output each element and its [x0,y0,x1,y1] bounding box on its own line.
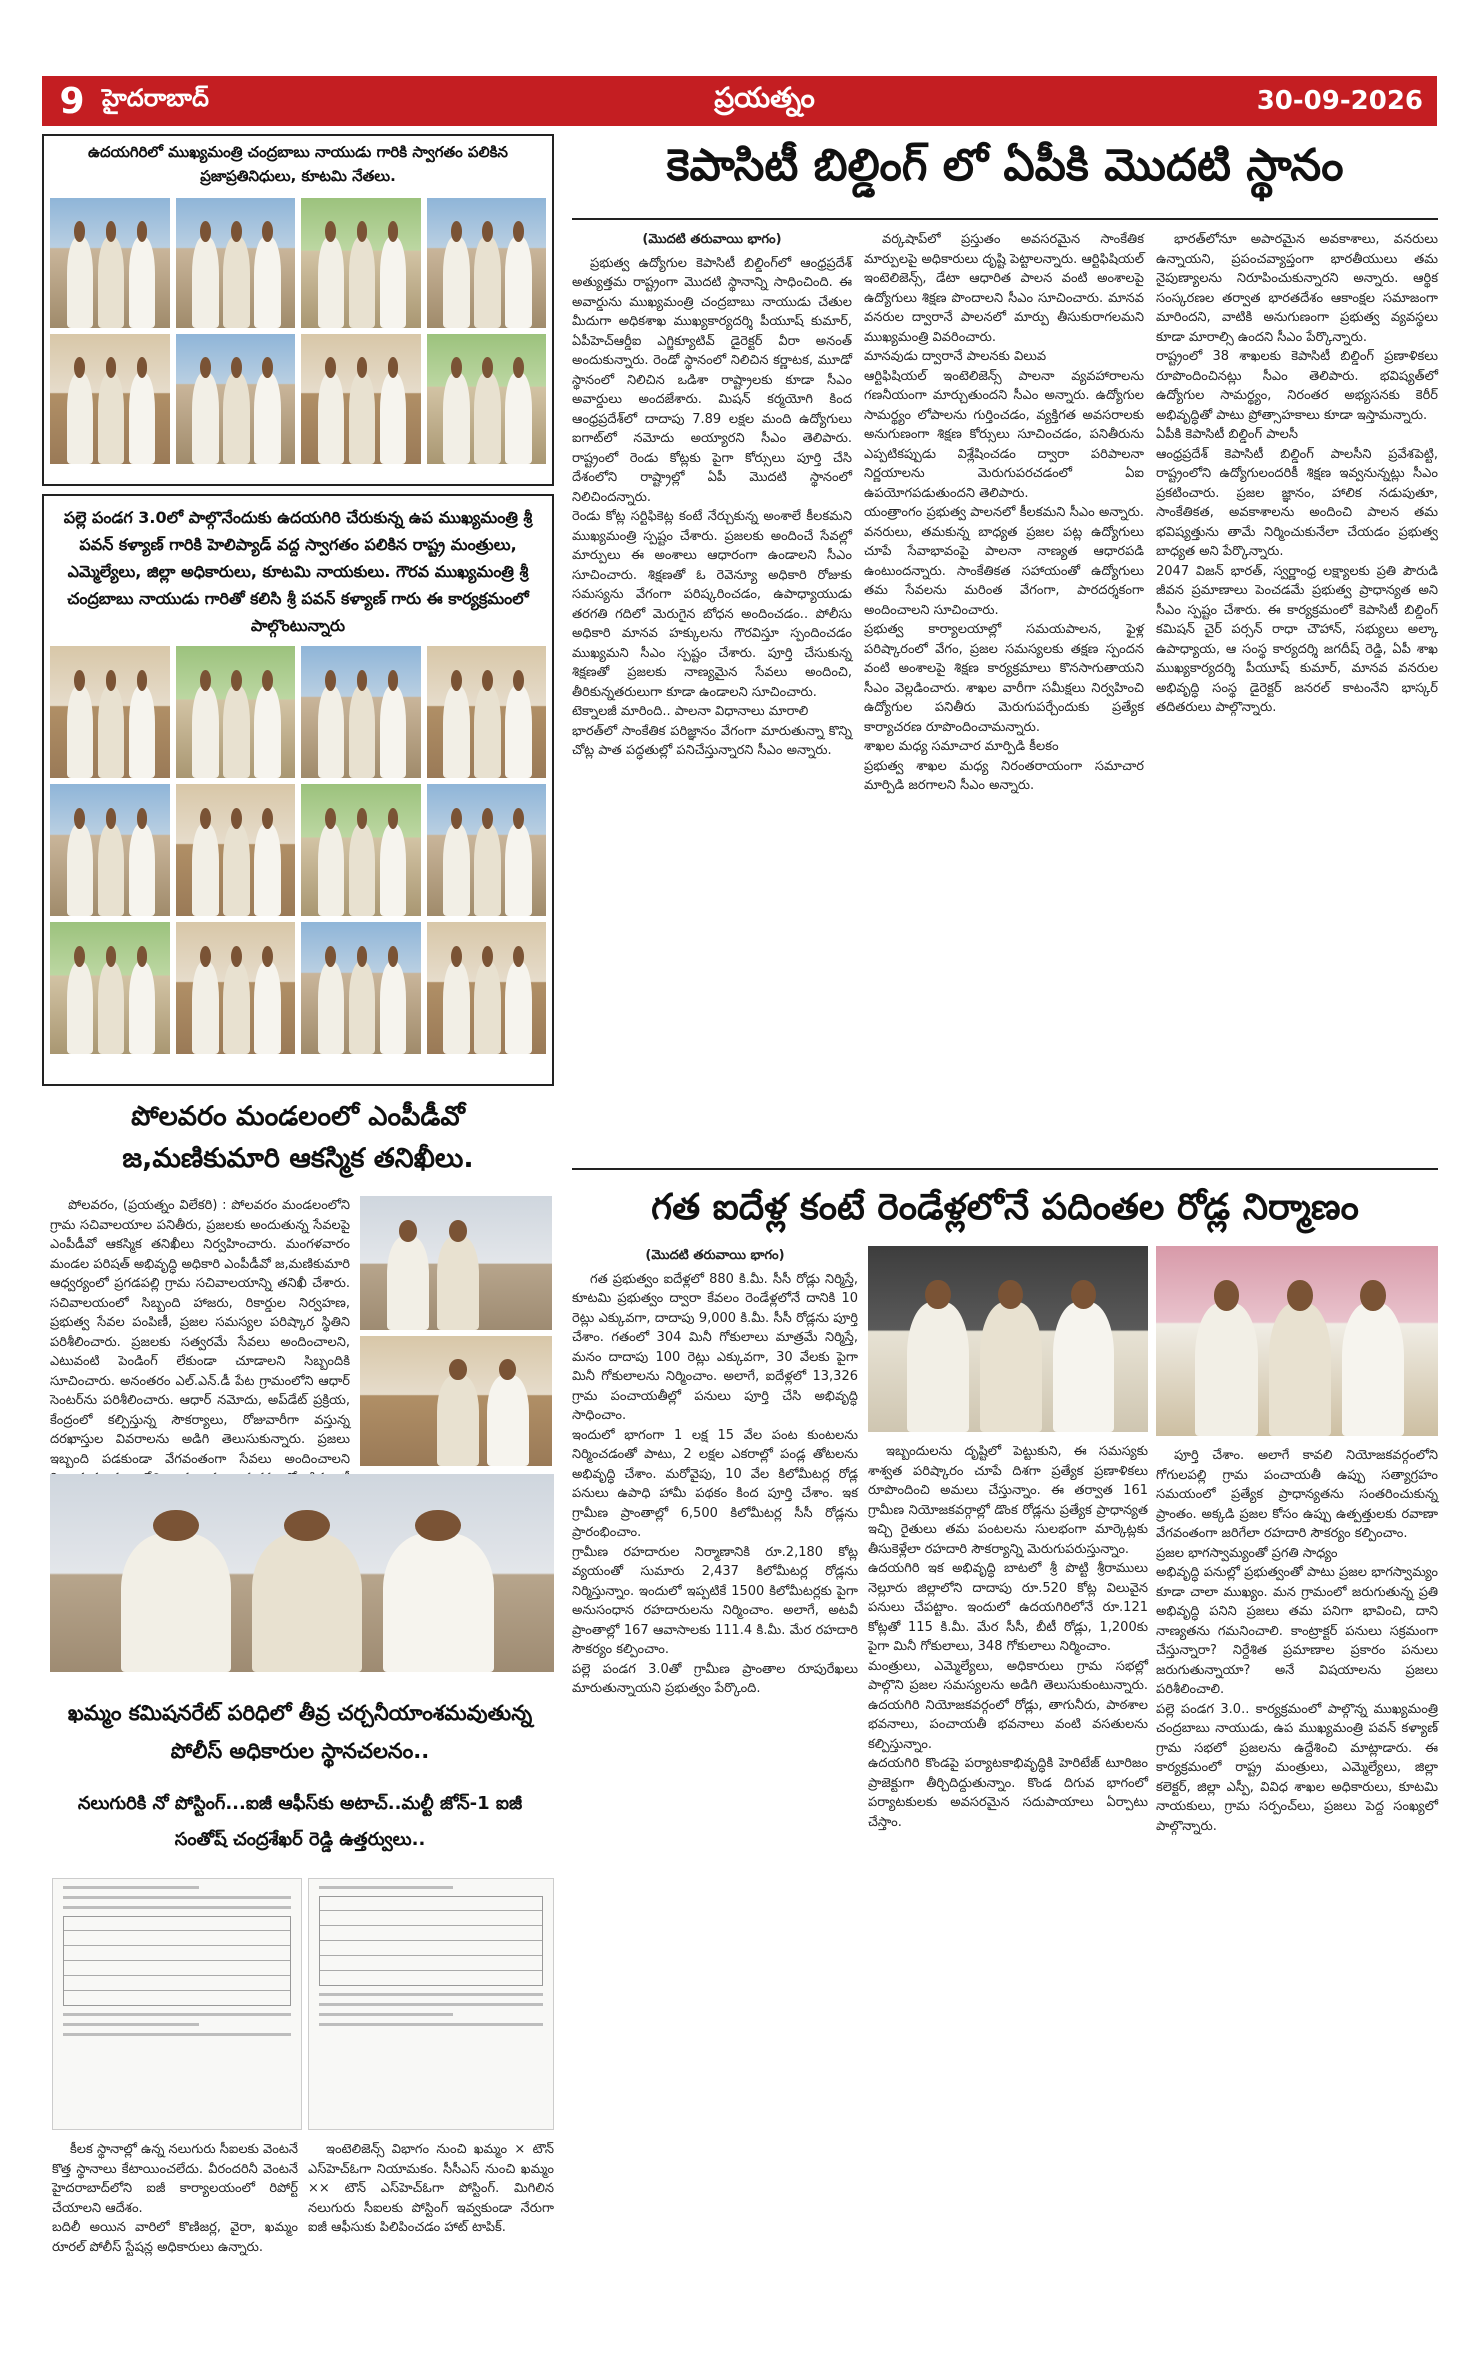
photo [427,784,547,916]
photo-caption: ఉదయగిరిలో ముఖ్యమంత్రి చంద్రబాబు నాయుడు గారికి స్వాగతం పలికిన ప్రజాప్రతినిధులు, కూటమి నేతలు. [88,143,508,185]
photo [50,784,170,916]
photo [50,198,170,328]
khammam-subhead: నలుగురికి నో పోస్టింగ్...ఐజీ ఆఫీస్‌కు అటాచ్..మల్టీ జోన్-1 ఐజీ సంతోష్ చంద్రశేఖర్ రెడ్డి ఉత్తర్వులు.. [77,1793,523,1850]
dateline: (మొదటి తరువాయి భాగం) [642,232,782,247]
photo [176,646,296,778]
photo-plaque-inauguration [868,1246,1148,1432]
photo-mpdo-inspection-2 [360,1336,552,1466]
photo-box-cm-welcome [42,134,554,486]
roads-col2 [868,1442,1148,2316]
photo-leaders-stage [1156,1246,1438,1436]
photo-box-pawan-kalyan [42,494,554,1086]
roads-headline: గత ఐదేళ్ల కంటే రెండేళ్లలోనే పదింతల రోడ్ల నిర్మాణం [651,1187,1359,1228]
polavaram-body [50,1196,350,1466]
photo [427,198,547,328]
article-paragraph: ఇబ్బందులను దృష్టిలో పెట్టుకుని, ఈ సమస్యకు శాశ్వత పరిష్కారం చూపే దిశగా ప్రత్యేక ప్రణాళికలు రూపొందించి అమలు చేస్తున్నాం. ఈ తర్వాత 161 గ్రామీణ నియోజకవర్గాల్లో డొంక రోడ్లను ప్రత్యేక ప్రాధాన్యత ఇచ్చి రైతులు తమ పంటలను సులభంగా మార్కెట్లకు తీసుకెళ్లేలా రహదారి సౌకర్యాన్ని మెరుగుపరుస్తున్నాం. ఉదయగిరి ఇక అభివృద్ధి బాటలో శ్రీ పొట్టి శ్రీరాములు నెల్లూరు జిల్లాలోని దాదాపు రూ.520 కోట్ల విలువైన పనులు చేపట్టాం. ఇందులో ఉదయగిరిలోనే రూ.121 కోట్లతో 115 కి.మీ. మేర సీసీ, బీటీ రోడ్లు, 1,200కు పైగా మినీ గోకులాలు, 348 గోకులాలు నిర్మించాం. మంత్రులు, ఎమ్మెల్యేలు, అధికారులు గ్రామ సభల్లో పాల్గొని ప్రజల సమస్యలను అడిగి తెలుసుకుంటున్నారు. ఉదయగిరి నియోజకవర్గంలో రోడ్లు, తాగునీరు, పాఠశాల భవనాలు, పంచాయతీ భవనాలు వంటి వసతులను కల్పిస్తున్నాం. ఉదయగిరి కొండపై పర్యాటకాభివృద్ధికి హెరిటేజ్ టూరిజం ప్రాజెక్టుగా తీర్చిదిద్దుతున్నాం. కొండ దిగువ భాగంలో పర్యాటకులకు అవసరమైన సదుపాయాలు ఏర్పాటు చేస్తాం. [868,1444,1148,1830]
roads-col1 [572,1246,858,2316]
photo [301,198,421,328]
photo-caption: పల్లె పండగ 3.0లో పాల్గొనేందుకు ఉదయగిరి చేరుకున్న ఉప ముఖ్యమంత్రి శ్రీ పవన్ కళ్యాణ్ గారికి హెలిప్యాడ్ వద్ద స్వాగతం పలికిన రాష్ట్ర మంత్రులు, ఎమ్మెల్యేలు, జిల్లా అధికారులు, కూటమి నాయకులు. గౌరవ ముఖ్యమంత్రి శ్రీ చంద్రబాబు నాయుడు గారితో కలిసి శ్రీ పవన్ కళ్యాణ్ గారు ఈ కార్యక్రమంలో పాల్గొంటున్నారు [63,508,533,635]
page-number: 9 [59,80,85,122]
photo [427,922,547,1054]
dateline: (మొదటి తరువాయి భాగం) [645,1248,785,1263]
photo [176,784,296,916]
photo [50,646,170,778]
photo [176,334,296,464]
khammam-headline: ఖమ్మం కమిషనరేట్ పరిధిలో తీవ్ర చర్చనీయాంశమవుతున్న పోలీస్ అధికారుల స్థానచలనం.. [67,1701,533,1763]
divider [572,218,1438,220]
capacity-building-col2 [864,230,1144,1160]
khammam-paragraph: కీలక స్థానాల్లో ఉన్న నలుగురు సీఐలకు వెంటనే కొత్త స్థానాలు కేటాయించలేదు. వీరందరినీ వెంటనే హైదరాబాద్‌లోని ఐజీ కార్యాలయంలో రిపోర్ట్ చేయాలని ఆదేశం. బదిలీ అయిన వారిలో కొణిజర్ల, వైరా, ఖమ్మం రూరల్ పోలీస్ స్టేషన్ల అధికారులు ఉన్నారు. [52,2142,298,2255]
transfer-order-document-2 [308,1878,554,2130]
photo [301,646,421,778]
capacity-building-col3 [1156,230,1438,1160]
article-paragraph: గత ప్రభుత్వం ఐదేళ్లలో 880 కి.మీ. సీసీ రోడ్లు నిర్మిస్తే, కూటమి ప్రభుత్వం ద్వారా కేవలం రెండేళ్లలోనే దానికి 10 రెట్లు ఎక్కువగా, దాదాపు 9,000 కి.మీ. సీసీ రోడ్లను పూర్తి చేశాం. గతంలో 304 మినీ గోకులాలు మాత్రమే నిర్మిస్తే, మనం దాదాపు 100 రెట్లు ఎక్కువగా, 30 వేలకు పైగా మినీ గోకులాలను నిర్మించాం. అలాగే, ఐదేళ్లలో 13,326 గ్రామ పంచాయతీల్లో పనులు పూర్తి చేసి అభివృద్ధి సాధించాం. ఇందులో భాగంగా 1 లక్ష 15 వేల పంట కుంటలను నిర్మించడంతో పాటు, 2 లక్షల ఎకరాల్లో పండ్ల తోటలను అభివృద్ధి చేశాం. మరోవైపు, 10 వేల కిలోమీటర్ల రోడ్ల పనులు ఉపాధి హామీ పథకం కింద పూర్తి చేశాం. ఇక గ్రామీణ ప్రాంతాల్లో 6,500 కిలోమీటర్ల సీసీ రోడ్లను ప్రారంభించాం. గ్రామీణ రహదారుల నిర్మాణానికి రూ.2,180 కోట్ల వ్యయంతో సుమారు 2,437 కిలోమీటర్ల రోడ్లను నిర్మిస్తున్నాం. ఇందులో ఇప్పటికే 1500 కిలోమీటర్లకు పైగా అనుసంధాన రహదారులను నిర్మించాం. అలాగే, అటవీ ప్రాంతాల్లో 167 ఆవాసాలకు 111.4 కి.మీ. మేర రహదారి సౌకర్యం కల్పించాం. పల్లె పండగ 3.0తో గ్రామీణ ప్రాంతాల రూపురేఖలు మారుతున్నాయని ప్రభుత్వం పేర్కొంది. [572,1271,858,1696]
city-name: హైదరాబాద్ [102,84,209,112]
divider [572,1168,1438,1170]
issue-date: 30-09-2026 [1256,86,1423,116]
article-paragraph: పూర్తి చేశాం. అలాగే కావలి నియోజకవర్గంలోని గోగులపల్లి గ్రామ పంచాయతీ ఉప్పు సత్యాగ్రహం సమయంలో ప్రత్యేక ప్రాధాన్యతను సంతరించుకున్న ప్రాంతం. అక్కడి ప్రజల కోసం ఉప్పు ఉత్పత్తులకు రవాణా వేగవంతంగా జరిగేలా రహదారి సౌకర్యం కల్పించాం. ప్రజల భాగస్వామ్యంతో ప్రగతి సాధ్యం అభివృద్ధి పనుల్లో ప్రభుత్వంతో పాటు ప్రజల భాగస్వామ్యం కూడా చాలా ముఖ్యం. మన గ్రామంలో జరుగుతున్న ప్రతి అభివృద్ధి పనిని ప్రజలు తమ పనిగా భావించి, దాని నాణ్యతను గమనించాలి. కాంట్రాక్టర్ పనులు సక్రమంగా చేస్తున్నారా? నిర్దేశిత ప్రమాణాల ప్రకారం పనులు జరుగుతున్నాయా? అనే విషయాలను ప్రజలు పరిశీలించాలి. పల్లె పండగ 3.0.. కార్యక్రమంలో పాల్గొన్న ముఖ్యమంత్రి చంద్రబాబు నాయుడు, ఉప ముఖ్యమంత్రి పవన్ కళ్యాణ్ గ్రామ సభలో ప్రజలను ఉద్దేశించి మాట్లాడారు. ఈ కార్యక్రమంలో రాష్ట్ర మంత్రులు, ఎమ్మెల్యేలు, జిల్లా కలెక్టర్, జిల్లా ఎస్పీ, వివిధ శాఖల అధికారులు, కూటమి నాయకులు, గ్రామ సర్పంచ్‌లు, ప్రజలు పెద్ద సంఖ్యలో పాల్గొన్నారు. [1156,1448,1438,1834]
polavaram-paragraph: పోలవరం, (ప్రయత్నం విలేకరి) : పోలవరం మండలంలోని గ్రామ సచివాలయాల పనితీరు, ప్రజలకు అందుతున్న సేవలపై ఎంపీడీవో ఆకస్మిక తనిఖీలు నిర్వహించారు. మంగళవారం మండల పరిషత్ అభివృద్ధి అధికారి ఎంపీడీవో జ,మణికుమారి ఆధ్వర్యంలో ప్రగడపల్లి గ్రామ సచివాలయాన్ని తనిఖీ చేశారు. సచివాలయంలో సిబ్బంది హాజరు, రికార్డుల నిర్వహణ, ప్రభుత్వ సేవల పంపిణీ, ప్రజల సమస్యల పరిష్కార స్థితిని పరిశీలించారు. ప్రజలకు సత్వరమే సేవలు అందించాలని, ఎటువంటి పెండింగ్ లేకుండా చూడాలని సిబ్బందికి సూచించారు. అనంతరం ఎల్.ఎన్.డీ పేట గ్రామంలోని ఆధార్ సెంటర్‌ను పరిశీలించారు. ఆధార్ నమోదు, అప్‌డేట్ ప్రక్రియ, కేంద్రంలో కల్పిస్తున్న సౌకర్యాలు, రోజువారీగా వస్తున్న దరఖాస్తుల వివరాలను అడిగి తెలుసుకున్నారు. ప్రజలు ఇబ్బంది పడకుండా వేగవంతంగా సేవలు అందించాలని [50,1198,350,1467]
capacity-building-col1 [572,230,852,1160]
photo [50,922,170,1054]
photo [427,334,547,464]
photo-aadhaar-center [50,1474,554,1672]
khammam-body-col2 [308,2140,554,2310]
roads-col3 [1156,1446,1438,2316]
photo [427,646,547,778]
polavaram-headline: పోలవరం మండలంలో ఎంపీడీవో జ,మణికుమారి ఆకస్మిక తనిఖీలు. [122,1101,474,1174]
photo-mpdo-inspection-1 [360,1196,552,1330]
transfer-order-document-1 [52,1878,302,2130]
photo [176,198,296,328]
photo [301,334,421,464]
photo [50,334,170,464]
khammam-body-col1 [52,2140,298,2310]
newspaper-logo: ప్రయత్నం [714,81,815,114]
article-paragraph: వర్కషాప్‌లో ప్రస్తుతం అవసరమైన సాంకేతిక మార్పులపై అధికారులు దృష్టి పెట్టాలన్నారు. ఆర్టిఫిషియల్ ఇంటెలిజెన్స్, డేటా ఆధారిత పాలన వంటి అంశాలపై ఉద్యోగులు శిక్షణ పొందాలని సీఎం సూచించారు. మానవ వనరుల ద్వారానే పాలనలో మార్పు తీసుకురాగలమని ముఖ్యమంత్రి వివరించారు. మానవుడు ద్వారానే పాలనకు విలువ ఆర్టిఫిషియల్ ఇంటెలిజెన్స్ పాలనా వ్యవహారాలను గణనీయంగా మార్చుతుందని సీఎం అన్నారు. ఉద్యోగుల సామర్థ్యం లోపాలను గుర్తించడం, వ్యక్తిగత అవసరాలకు అనుగుణంగా శిక్షణ కోర్సులు సూచించడం, పనితీరును ఎప్పటికప్పుడు విశ్లేషించడం ద్వారా పరిపాలనా నిర్ణయాలను మెరుగుపరచడంలో ఏఐ ఉపయోగపడుతుందని తెలిపారు. యంత్రాంగం ప్రభుత్వ పాలనలో కీలకమని సీఎం అన్నారు. వనరులు, తమకున్న బాధ్యత ప్రజల పట్ల ఉద్యోగులు చూపే సేవాభావంపై పాలనా నాణ్యత ఆధారపడి ఉంటుందన్నారు. సాంకేతికత సహాయంతో ఉద్యోగులు తమ సేవలను మరింత వేగంగా, పారదర్శకంగా అందించాలని సూచించారు. ప్రభుత్వ కార్యాలయాల్లో సమయపాలన, ఫైళ్ల పరిష్కారంలో వేగం, ప్రజల సమస్యలకు తక్షణ స్పందన వంటి అంశాలపై శిక్షణ కార్యక్రమాలు కొనసాగుతాయని సీఎం వెల్లడించారు. శాఖల వారీగా సమీక్షలు నిర్వహించి ఉద్యోగుల పనితీరు మెరుగుపర్చేందుకు ప్రత్యేక కార్యాచరణ రూపొందించామన్నారు. శాఖల మధ్య సమాచార మార్పిడి కీలకం ప్రభుత్వ శాఖల మధ్య నిరంతరాయంగా సమాచార మార్పిడి జరగాలని సీఎం అన్నారు. [864,232,1144,793]
article-paragraph: భారత్‌లోనూ అపారమైన అవకాశాలు, వనరులు ఉన్నాయని, ప్రపంచవ్యాప్తంగా భారతీయులు తమ నైపుణ్యాలను నిరూపించుకున్నారని అన్నారు. ఆర్థిక సంస్కరణల తర్వాత భారతదేశం ఆకాంక్షల సమాజంగా మారిందని, వాటికి అనుగుణంగా ప్రభుత్వ వ్యవస్థలు కూడా మారాల్సి ఉందని సీఎం పేర్కొన్నారు. రాష్ట్రంలో 38 శాఖలకు కెపాసిటీ బిల్డింగ్ ప్రణాళికలు రూపొందించినట్లు సీఎం తెలిపారు. భవిష్యత్‌లో ఉద్యోగుల సామర్థ్యం, నిరంతర అభ్యసనకు కెరీర్ అభివృద్ధితో పాటు ప్రోత్సాహకాలు కూడా ఇస్తామన్నారు. ఏపీకి కెపాసిటీ బిల్డింగ్ పాలసీ ఆంధ్రప్రదేశ్ కెపాసిటీ బిల్డింగ్ పాలసీని ప్రవేశపెట్టి, రాష్ట్రంలోని ఉద్యోగులందరికీ శిక్షణ ఇవ్వనున్నట్లు సీఎం ప్రకటించారు. ప్రజల జ్ఞానం, హాలిక నడుపుతూ, సాంకేతికత, అవకాశాలను అందించి పాలన తమ భవిష్యత్తును తామే నిర్మించుకునేలా చేయడం ప్రభుత్వ బాధ్యత అని పేర్కొన్నారు. 2047 విజన్ భారత్, స్వర్ణాంధ్ర లక్ష్యాలకు ప్రతి పౌరుడి జీవన ప్రమాణాలు పెంచడమే ప్రభుత్వ ప్రాధాన్యత అని సీఎం స్పష్టం చేశారు. ఈ కార్యక్రమంలో కెపాసిటీ బిల్డింగ్ కమిషన్ చైర్ పర్సన్ రాధా చౌహాన్, సభ్యులు అల్కా ఉపాధ్యాయ, ఆ సంస్థ కార్యదర్శి జగదీష్ రెడ్డి, ఏపీ శాఖ ముఖ్యకార్యదర్శి పీయూష్ కుమార్, మానవ వనరుల అభివృద్ధి సంస్థ డైరెక్టర్ జనరల్ కాటంనేని భాస్కర్ తదితరులు పాల్గొన్నారు. [1156,232,1438,715]
masthead [42,76,1437,126]
khammam-paragraph: ఇంటెలిజెన్స్ విభాగం నుంచి ఖమ్మం × టౌన్ ఎస్‌హెచ్‌ఓగా నియామకం. సీసీఎస్ నుంచి ఖమ్మం ×× టౌన్ ఎస్‌హెచ్‌ఓగా పోస్టింగ్. మిగిలిన నలుగురు సీఐలకు పోస్టింగ్ ఇవ్వకుండా నేరుగా ఐజీ ఆఫీసుకు పిలిపించడం హాట్ టాపిక్. [308,2142,554,2235]
article-paragraph: ప్రభుత్వ ఉద్యోగుల కెపాసిటీ బిల్డింగ్‌లో ఆంధ్రప్రదేశ్ అత్యుత్తమ రాష్ట్రంగా మొదటి స్థానాన్ని సాధించింది. ఈ అవార్డును ముఖ్యమంత్రి చంద్రబాబు నాయుడు చేతుల మీదుగా అధికశాఖ ముఖ్యకార్యదర్శి పీయూష్ కుమార్, ఏపీహెచ్ఆర్డీఐ ఎగ్జిక్యూటివ్ డైరెక్టర్ వీరా అనంత్ అందుకున్నారు. రెండో స్థానంలో నిలిచిన కర్ణాటక, మూడో స్థానంలో నిలిచిన ఒడిశా రాష్ట్రాలకు కూడా సీఎం అవార్డులు అందజేశారు. మిషన్ కర్మయోగి కింద ఆంధ్రప్రదేశ్‌లో దాదాపు 7.89 లక్షల మంది ఉద్యోగులు ఐగాట్‌లో నమోదు అయ్యారని సీఎం తెలిపారు. రాష్ట్రంలో రెండు కోట్లకు పైగా కోర్సులు పూర్తి చేసి దేశంలోని రాష్ట్రాల్లో ఏపీ మొదటి స్థానంలో నిలిచిందన్నారు. రెండు కోట్ల సర్టిఫికెట్ల కంటే నేర్చుకున్న అంశాలే కీలకమని ముఖ్యమంత్రి స్పష్టం చేశారు. ప్రజలకు అందించే సేవల్లో మార్పులు ఈ అంశాలు ఆధారంగా ఉండాలని సీఎం సూచించారు. శిక్షణతో ఓ రెవెన్యూ అధికారి రోజుకు సమస్యను వేగంగా పరిష్కరించడం, ఉపాధ్యాయుడు తరగతి గదిలో మెరుగైన బోధన అందించడం.. పోలీసు అధికారి మానవ హక్కులను గౌరవిస్తూ స్పందించడం ముఖ్యమని సీఎం స్పష్టం చేశారు. పూర్తి చేసుకున్న శిక్షణతో ప్రజలకు నాణ్యమైన సేవలు అందించి, తీరికున్నతరులుగా కూడా ఉండాలని సూచించారు. టెక్నాలజీ మారింది.. పాలనా విధానాలు మారాలి భారత్‌లో సాంకేతిక పరిజ్ఞానం వేగంగా మారుతున్నా కొన్ని చోట్ల పాత పద్ధతుల్లో పనిచేస్తున్నారని సీఎం అన్నారు. [572,255,852,758]
photo [301,922,421,1054]
photo [301,784,421,916]
capacity-building-headline: కెపాసిటీ బిల్డింగ్ లో ఏపీకి మొదటి స్థానం [666,140,1344,191]
photo [176,922,296,1054]
